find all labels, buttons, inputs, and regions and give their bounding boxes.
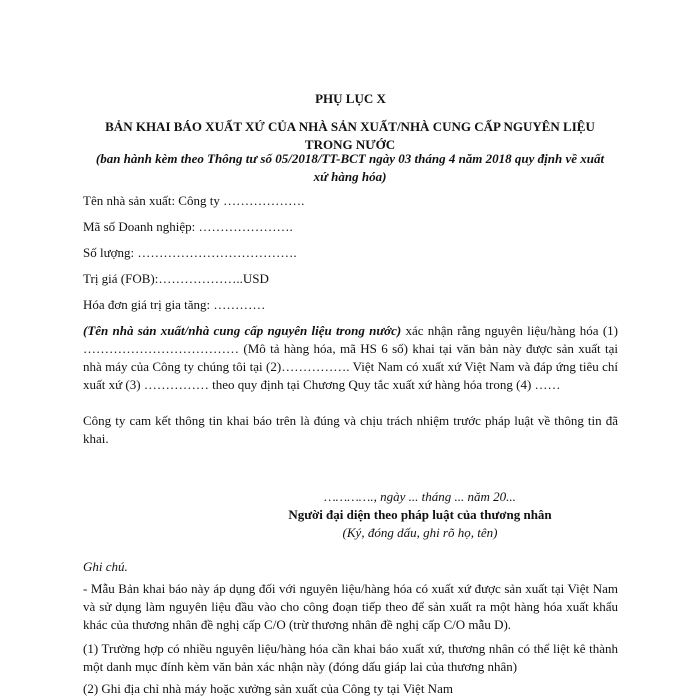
appendix-heading: PHỤ LỤC X [315, 91, 386, 106]
field-enterprise-code: Mã số Doanh nghiệp: …………………. [83, 219, 293, 234]
signature-title: Người đại diện theo pháp luật của thương nhân [288, 507, 552, 522]
field-quantity: Số lượng: ………………………………. [83, 245, 297, 260]
document-title: BẢN KHAI BÁO XUẤT XỨ CỦA NHÀ SẢN XUẤT/NHÀ CUNG CẤP NGUYÊN LIỆU TRONG NƯỚC [105, 119, 595, 152]
note-item-2: (2) Ghi địa chỉ nhà máy hoặc xưởng sản xuất của Công ty tại Việt Nam [83, 681, 453, 696]
commitment-paragraph: Công ty cam kết thông tin khai báo trên là đúng và chịu trách nhiệm trước pháp luật về thông tin đã khai. [83, 413, 618, 446]
notes-heading: Ghi chú. [83, 559, 128, 574]
document-subtitle: (ban hành kèm theo Thông tư số 05/2018/TT-BCT ngày 03 tháng 4 năm 2018 quy định về xuất xứ hàng hóa) [95, 151, 605, 184]
note-item-general: - Mẫu Bản khai báo này áp dụng đối với nguyên liệu/hàng hóa có xuất xứ được sản xuất tại Việt Nam và sử dụng làm nguyên liệu đầu vào cho công đoạn tiếp theo để sản xuất ra một hàng hóa xuất khẩu khác của thương nhân đề nghị cấp C/O (trừ thương nhân đề nghị cấp C/O mẫu D). [83, 581, 618, 632]
signature-date-line: …………., ngày ... tháng ... năm 20... [324, 489, 516, 504]
signature-note: (Ký, đóng dấu, ghi rõ họ, tên) [342, 525, 498, 540]
declaration-lead: (Tên nhà sản xuất/nhà cung cấp nguyên liệu trong nước) [83, 323, 402, 338]
declaration-text: xác nhận rằng nguyên liệu/hàng hóa (1) ……………………………… (Mô tả hàng hóa, mã HS 6 số) khai tại văn bản này được sản xuất tại nhà máy của Công ty chúng tôi tại (2)……………. Việt Nam có xuất xứ Việt Nam và đáp ứng tiêu chí xuất xứ (3) …………… theo quy định tại Chương Quy tắc xuất xứ hàng hóa trong (4) …… [83, 323, 618, 392]
field-vat-invoice: Hóa đơn giá trị gia tăng: ………… [83, 297, 266, 312]
field-fob-value: Trị giá (FOB):………………..USD [83, 271, 269, 286]
field-manufacturer-name: Tên nhà sản xuất: Công ty ………………. [83, 193, 305, 208]
note-item-1: (1) Trường hợp có nhiều nguyên liệu/hàng hóa cần khai báo xuất xứ, thương nhân có thể liệt kê thành một danh mục đính kèm văn bản xác nhận này (đóng dấu giáp lai của thương nhân) [83, 641, 618, 674]
declaration-paragraph [83, 322, 618, 394]
